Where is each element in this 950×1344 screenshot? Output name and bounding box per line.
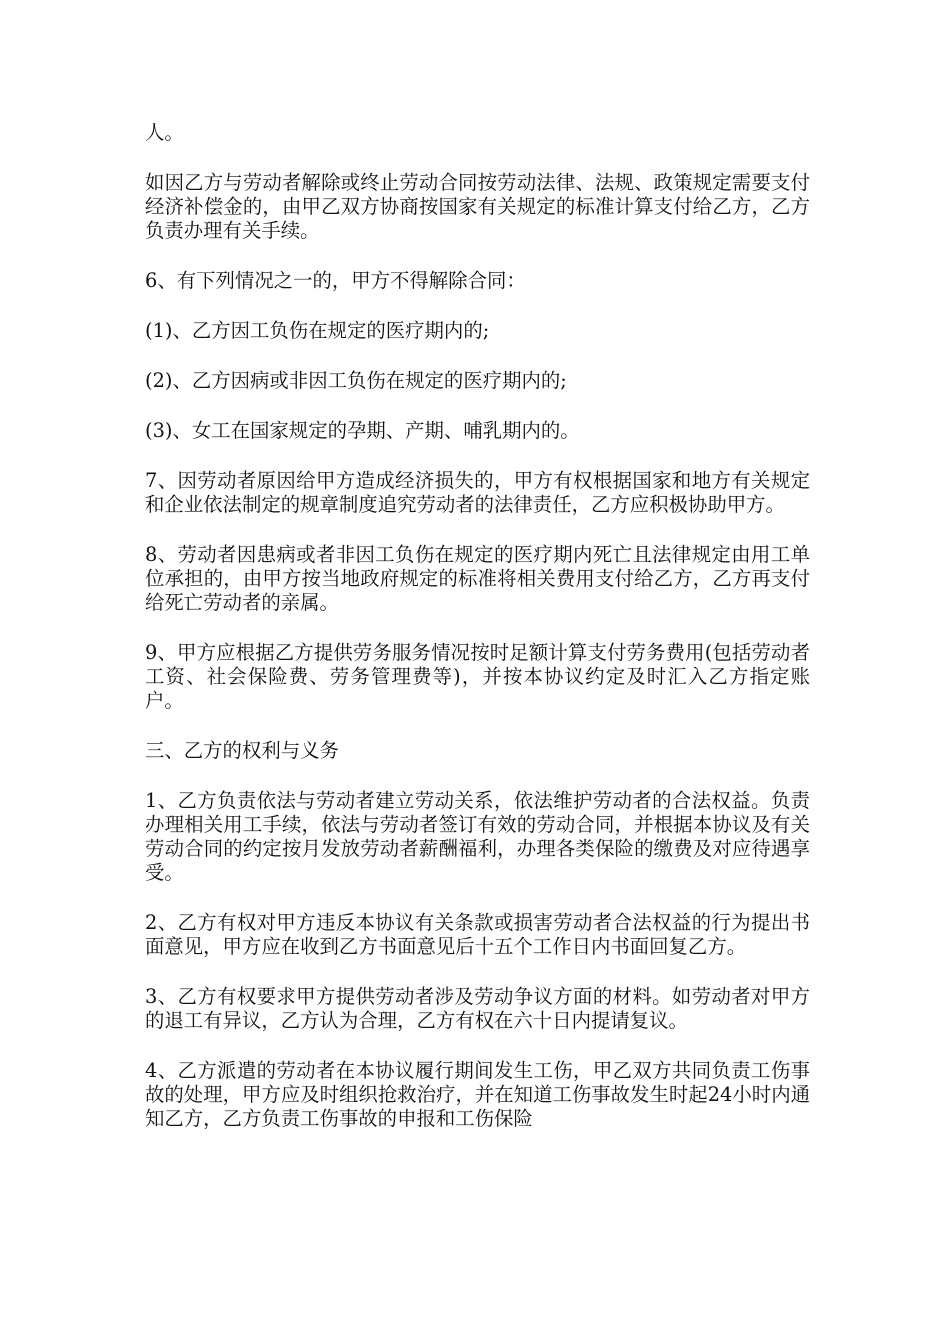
clause-8: 8、劳动者因患病或者非因工负伤在规定的医疗期内死亡且法律规定由用工单位承担的，由甲方按当地政府规定的标准将相关费用支付给乙方，乙方再支付给死亡劳动者的亲属。: [145, 543, 810, 614]
section-3-clause-4: 4、乙方派遣的劳动者在本协议履行期间发生工伤，甲乙双方共同负责工伤事故的处理，甲方应及时组织抢救治疗，并在知道工伤事故发生时起24小时内通知乙方，乙方负责工伤事故的申报和工伤保险: [145, 1059, 810, 1130]
section-3-heading: 三、乙方的权利与义务: [145, 739, 339, 762]
document-body: [145, 121, 810, 1131]
clause-6-item-2: (2)、乙方因病或非因工负伤在规定的医疗期内的;: [145, 369, 567, 392]
clause-7: 7、因劳动者原因给甲方造成经济损失的，甲方有权根据国家和地方有关规定和企业依法制定的规章制度追究劳动者的法律责任，乙方应积极协助甲方。: [145, 469, 810, 516]
paragraph-fragment-ren: 人。: [145, 121, 184, 144]
clause-6-heading: 6、有下列情况之一的，甲方不得解除合同：: [145, 269, 526, 292]
clause-9: 9、甲方应根据乙方提供劳务服务情况按时足额计算支付劳务费用(包括劳动者工资、社会保险费、劳务管理费等)，并按本协议约定及时汇入乙方指定账户。: [145, 641, 810, 712]
section-3-clause-3: 3、乙方有权要求甲方提供劳动者涉及劳动争议方面的材料。如劳动者对甲方的退工有异议，乙方认为合理，乙方有权在六十日内提请复议。: [145, 985, 810, 1032]
clause-6-item-1: (1)、乙方因工负伤在规定的医疗期内的;: [145, 319, 490, 342]
paragraph-economic-compensation: 如因乙方与劳动者解除或终止劳动合同按劳动法律、法规、政策规定需要支付经济补偿金的，由甲乙双方协商按国家有关规定的标准计算支付给乙方，乙方负责办理有关手续。: [145, 171, 810, 242]
section-3-clause-2: 2、乙方有权对甲方违反本协议有关条款或损害劳动者合法权益的行为提出书面意见，甲方应在收到乙方书面意见后十五个工作日内书面回复乙方。: [145, 911, 810, 958]
section-3-clause-1: 1、乙方负责依法与劳动者建立劳动关系，依法维护劳动者的合法权益。负责办理相关用工手续，依法与劳动者签订有效的劳动合同，并根据本协议及有关劳动合同的约定按月发放劳动者薪酬福利，办理各类保险的缴费及对应待遇享受。: [145, 789, 810, 884]
clause-6-item-3: (3)、女工在国家规定的孕期、产期、哺乳期内的。: [145, 419, 580, 442]
